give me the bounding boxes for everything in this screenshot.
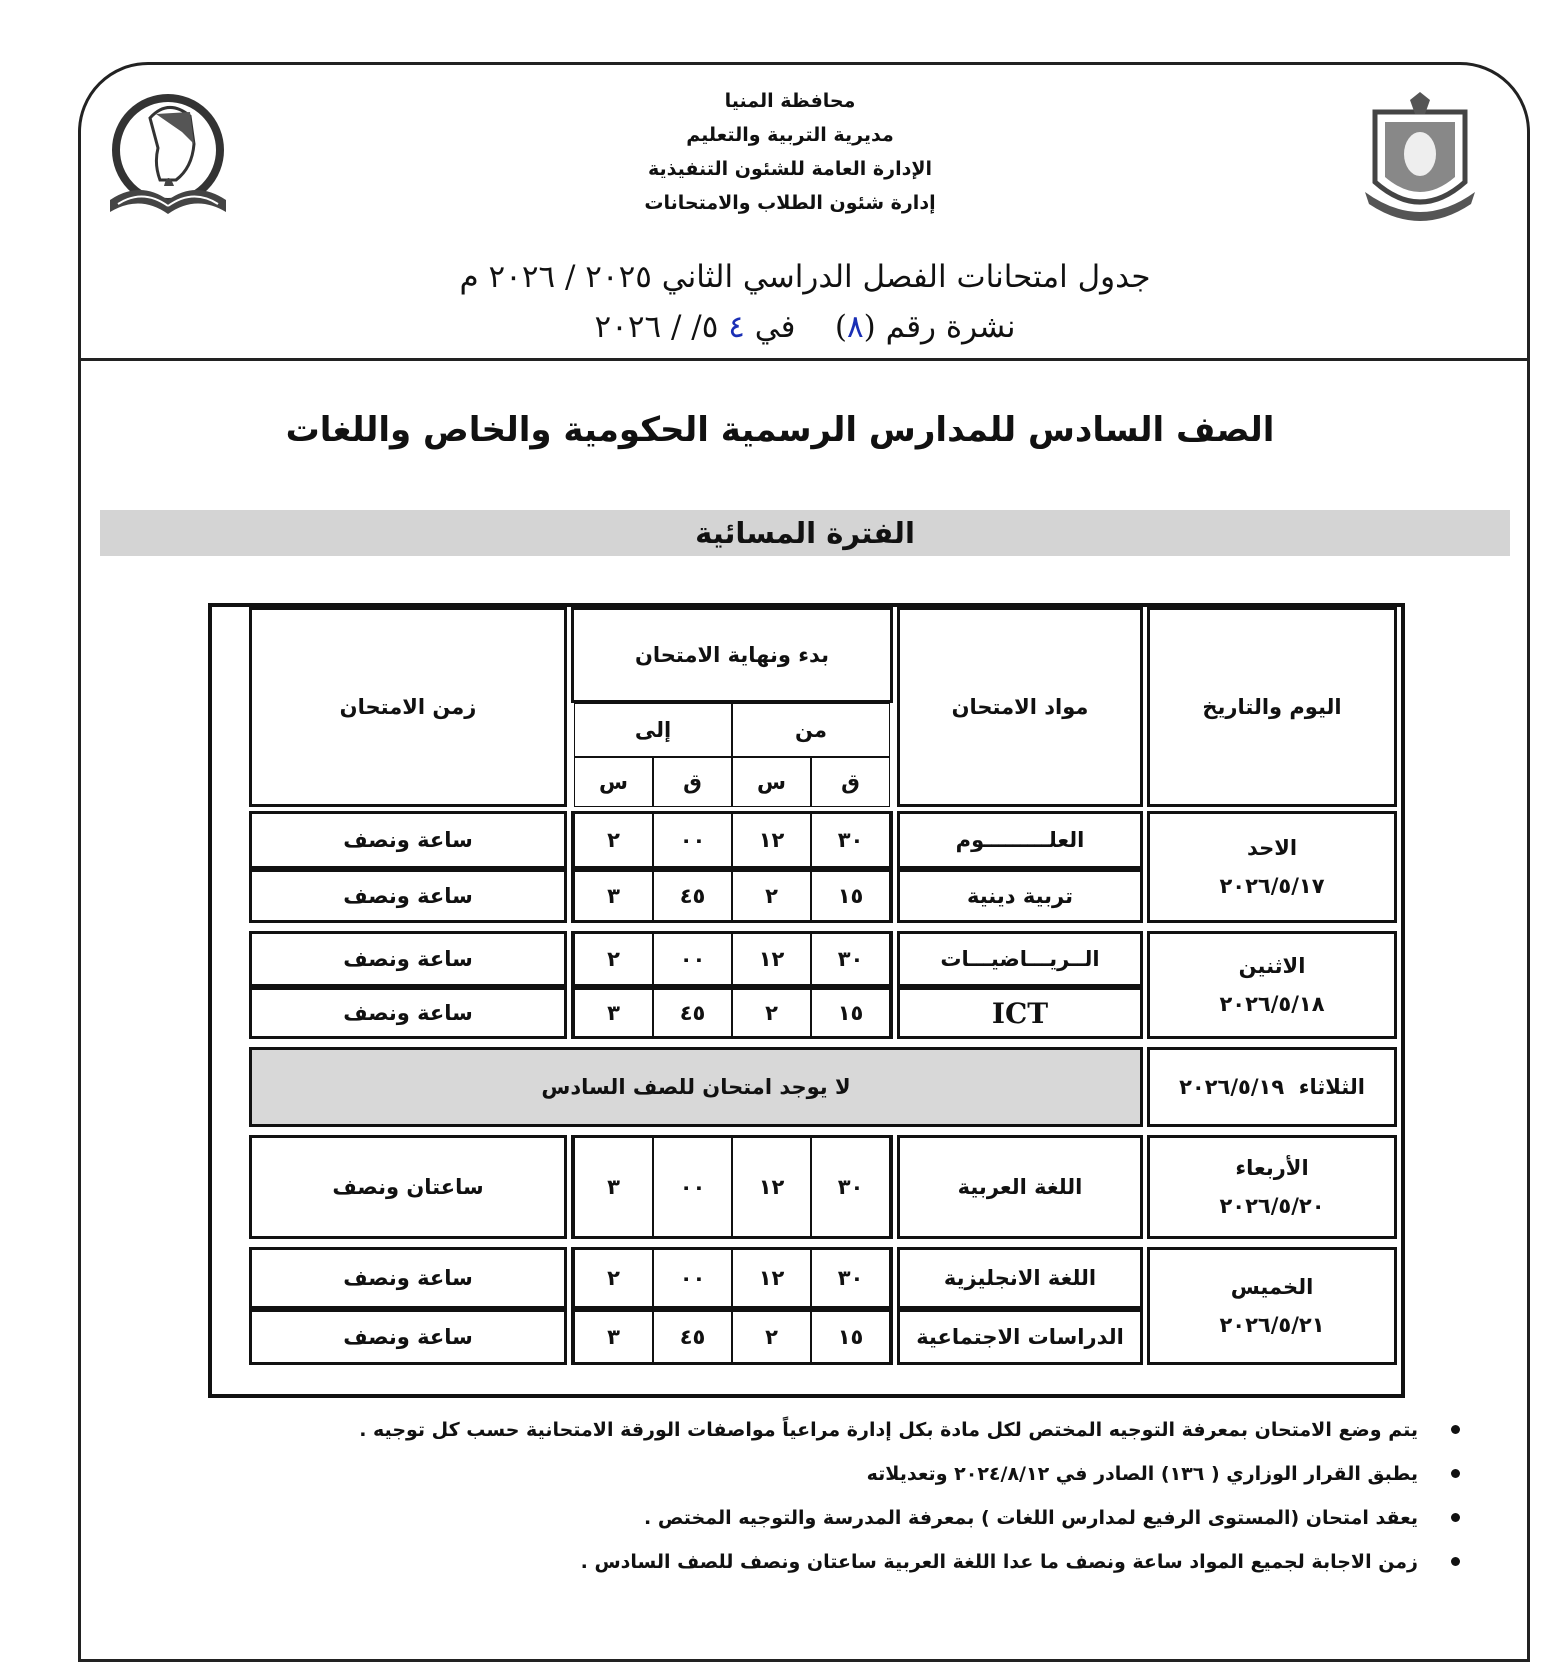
grade-title: الصف السادس للمدارس الرسمية الحكومية والخاص واللغات (285, 410, 1275, 450)
governorate-name: محافظة المنيا (724, 90, 856, 112)
from-minute-cell: ١٥ (811, 987, 890, 1039)
note-item: يطبق القرار الوزاري ( ١٣٦) الصادر في ٢٠٢٤/٨/١٢ وتعديلاته (120, 1452, 1460, 1496)
day-name: الاحد (1246, 836, 1298, 860)
subject-cell: الدراسات الاجتماعية (897, 1309, 1143, 1365)
header-from: من (732, 703, 890, 757)
from-hour-cell: ١٢ (732, 931, 811, 987)
nefertiti-book-logo-icon (98, 88, 238, 228)
from-minute-cell: ٣٠ (811, 931, 890, 987)
subject-cell: اللغة الانجليزية (897, 1247, 1143, 1309)
day-name: الخميس (1230, 1275, 1314, 1299)
to-minute-cell: ٠٠ (653, 1135, 732, 1239)
to-hour-cell: ٢ (574, 1247, 653, 1309)
day-name: الاثنين (1238, 954, 1306, 978)
from-minute-cell: ٣٠ (811, 1135, 890, 1239)
to-hour-cell: ٣ (574, 1309, 653, 1365)
from-hour-cell: ٢ (732, 987, 811, 1039)
header-to-hour: س (574, 757, 653, 807)
from-hour-cell: ٢ (732, 1309, 811, 1365)
bulletin-number: ٨ (846, 309, 864, 345)
schedule-title-line: جدول امتحانات الفصل الدراسي الثاني ٢٠٢٥ / ٢٠٢٦ م (459, 259, 1151, 295)
from-hour-cell: ١٢ (732, 811, 811, 869)
duration-cell: ساعتان ونصف (249, 1135, 567, 1239)
schedule-title (380, 252, 1230, 352)
duration-cell: ساعة ونصف (249, 1247, 567, 1309)
duration-cell: ساعة ونصف (249, 987, 567, 1039)
subject-cell: الــريـــاضيـــات (897, 931, 1143, 987)
subject-cell: اللغة العربية (897, 1135, 1143, 1239)
to-hour-cell: ٣ (574, 987, 653, 1039)
header-subjects: مواد الامتحان (897, 607, 1143, 807)
no-exam-row: لا يوجد امتحان للصف السادس (249, 1047, 1143, 1127)
general-administration-name: الإدارة العامة للشئون التنفيذية (647, 158, 933, 180)
header-to-minute: ق (653, 757, 732, 807)
header-duration: زمن الامتحان (249, 607, 567, 807)
day-cell-monday (1147, 931, 1397, 1039)
minya-governorate-emblem-icon (1355, 92, 1485, 232)
bulletin-line: نشرة رقم (٨) في ٤ ٥/ / ٢٠٢٦ (594, 309, 1016, 345)
from-hour-cell: ٢ (732, 869, 811, 923)
to-hour-cell: ٣ (574, 869, 653, 923)
duration-cell: ساعة ونصف (249, 811, 567, 869)
to-hour-cell: ٣ (574, 1135, 653, 1239)
day-name: الأربعاء (1235, 1156, 1309, 1180)
day-cell-thursday (1147, 1247, 1397, 1365)
day-date: ٢٠٢٦/٥/٢٠ (1219, 1194, 1325, 1218)
day-date: ٢٠٢٦/٥/٢١ (1219, 1313, 1325, 1337)
from-minute-cell: ١٥ (811, 1309, 890, 1365)
notes-list (120, 1408, 1460, 1584)
to-minute-cell: ٠٠ (653, 811, 732, 869)
day-name: الثلاثاء (1298, 1075, 1365, 1099)
from-hour-cell: ١٢ (732, 1247, 811, 1309)
directorate-name: مديرية التربية والتعليم (686, 124, 894, 146)
day-cell-tuesday (1147, 1047, 1397, 1127)
day-date: ٢٠٢٦/٥/١٨ (1219, 992, 1325, 1016)
directorate-header (600, 84, 980, 220)
bulletin-label: نشرة رقم (885, 309, 1016, 345)
note-item: زمن الاجابة لجميع المواد ساعة ونصف ما عدا اللغة العربية ساعتان ونصف للصف السادس . (120, 1540, 1460, 1584)
header-from-hour: س (732, 757, 811, 807)
header-start-end: بدء ونهاية الامتحان (571, 607, 893, 703)
duration-cell: ساعة ونصف (249, 869, 567, 923)
to-minute-cell: ٠٠ (653, 1247, 732, 1309)
header-from-minute: ق (811, 757, 890, 807)
day-date: ٢٠٢٦/٥/١٧ (1219, 874, 1325, 898)
duration-cell: ساعة ونصف (249, 1309, 567, 1365)
to-minute-cell: ٤٥ (653, 1309, 732, 1365)
from-minute-cell: ١٥ (811, 869, 890, 923)
exam-schedule-table (208, 603, 1405, 1398)
subject-cell: العلـــــــــوم (897, 811, 1143, 869)
header-day-date: اليوم والتاريخ (1147, 607, 1397, 807)
day-cell-sunday (1147, 811, 1397, 923)
duration-cell: ساعة ونصف (249, 931, 567, 987)
header-divider (78, 358, 1530, 361)
note-item: يعقد امتحان (المستوى الرفيع لمدارس اللغات ) بمعرفة المدرسة والتوجيه المختص . (120, 1496, 1460, 1540)
administration-name: إدارة شئون الطلاب والامتحانات (644, 192, 936, 214)
date-day: ٤ (728, 309, 745, 345)
subject-cell: تربية دينية (897, 869, 1143, 923)
from-minute-cell: ٣٠ (811, 811, 890, 869)
to-hour-cell: ٢ (574, 931, 653, 987)
to-minute-cell: ٠٠ (653, 931, 732, 987)
subject-cell: ICT (897, 987, 1143, 1039)
header-to: إلى (574, 703, 732, 757)
day-date: ٢٠٢٦/٥/١٩ (1179, 1075, 1285, 1099)
day-cell-wednesday (1147, 1135, 1397, 1239)
from-hour-cell: ١٢ (732, 1135, 811, 1239)
date-label: في (754, 309, 796, 345)
to-minute-cell: ٤٥ (653, 987, 732, 1039)
from-minute-cell: ٣٠ (811, 1247, 890, 1309)
note-item: يتم وضع الامتحان بمعرفة التوجيه المختص لكل مادة بكل إدارة مراعياً مواصفات الورقة الامتحانية حسب كل توجيه . (120, 1408, 1460, 1452)
to-minute-cell: ٤٥ (653, 869, 732, 923)
date-rest: ٥/ / ٢٠٢٦ (594, 309, 719, 345)
period-band: الفترة المسائية (100, 510, 1510, 556)
to-hour-cell: ٢ (574, 811, 653, 869)
